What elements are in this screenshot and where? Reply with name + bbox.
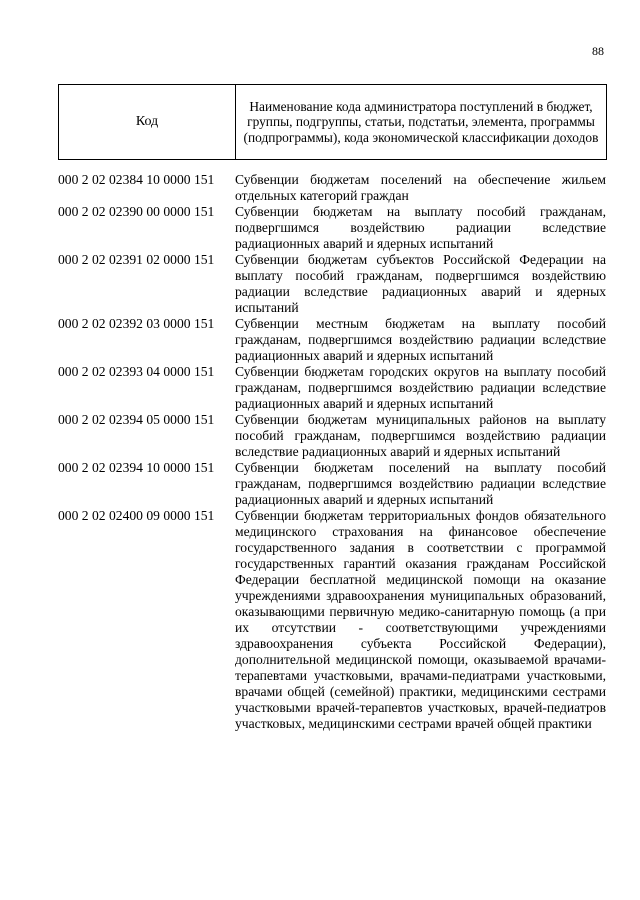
row-code: 000 2 02 02392 03 0000 151 <box>58 316 215 331</box>
row-description: Субвенции бюджетам поселений на выплату пособий гражданам, подвергшимся воздействию радиации вследствие радиационных аварий и ядерных испытаний <box>235 460 606 507</box>
table-row <box>58 172 606 204</box>
row-description: Субвенции бюджетам субъектов Российской Федерации на выплату пособий гражданам, подвергшимся воздействию радиации вследствие радиационных аварий и ядерных испытаний <box>235 252 606 315</box>
table-header <box>58 84 607 160</box>
table-row <box>58 412 606 460</box>
name-column-header: Наименование кода администратора поступлений в бюджет, группы, подгруппы, статьи, подстатьи, элемента, программы (подпрограммы), кода экономической классификации доходов <box>236 85 607 160</box>
row-description: Субвенции бюджетам поселений на обеспечение жильем отдельных категорий граждан <box>235 172 606 203</box>
row-description: Субвенции бюджетам территориальных фондов обязательного медицинского страхования на финансовое обеспечение государственного задания в соответствии с программой государственных гарантий оказания гражданам Российской Федерации бесплатной медицинской помощи на оказание учреждениями здравоохранения муниципальных образований, оказывающими первичную медико-санитарную помощь (а при их отсутствии - соответствующими учреждениями здравоохранения субъекта Российской Федерации), дополнительной медицинской помощи, оказываемой врачами-терапевтами участковыми, врачами-педиатрами участковыми, врачами общей (семейной) практики, медицинскими сестрами участковыми врачей-терапевтов участковых, врачей-педиатров участковых, медицинскими сестрами врачей общей практики <box>235 508 606 731</box>
row-description: Субвенции бюджетам на выплату пособий гражданам, подвергшимся воздействию радиации вследствие радиационных аварий и ядерных испытаний <box>235 204 606 251</box>
row-code: 000 2 02 02384 10 0000 151 <box>58 172 215 187</box>
row-code: 000 2 02 02393 04 0000 151 <box>58 364 215 379</box>
row-code: 000 2 02 02400 09 0000 151 <box>58 508 215 523</box>
table-row <box>58 508 606 732</box>
table-row <box>58 460 606 508</box>
page-number: 88 <box>592 44 604 58</box>
table-row <box>58 364 606 412</box>
table-row <box>58 204 606 252</box>
table-row <box>58 252 606 316</box>
row-description: Субвенции местным бюджетам на выплату пособий гражданам, подвергшимся воздействию радиации вследствие радиационных аварий и ядерных испытаний <box>235 316 606 363</box>
row-description: Субвенции бюджетам муниципальных районов на выплату пособий гражданам, подвергшимся воздействию радиации вследствие радиационных аварий и ядерных испытаний <box>235 412 606 459</box>
code-column-header: Код <box>59 85 236 160</box>
row-code: 000 2 02 02394 05 0000 151 <box>58 412 215 427</box>
table-row <box>58 316 606 364</box>
classification-list <box>58 172 606 732</box>
row-code: 000 2 02 02391 02 0000 151 <box>58 252 215 267</box>
row-description: Субвенции бюджетам городских округов на выплату пособий гражданам, подвергшимся воздействию радиации вследствие радиационных аварий и ядерных испытаний <box>235 364 606 411</box>
row-code: 000 2 02 02390 00 0000 151 <box>58 204 215 219</box>
row-code: 000 2 02 02394 10 0000 151 <box>58 460 215 475</box>
